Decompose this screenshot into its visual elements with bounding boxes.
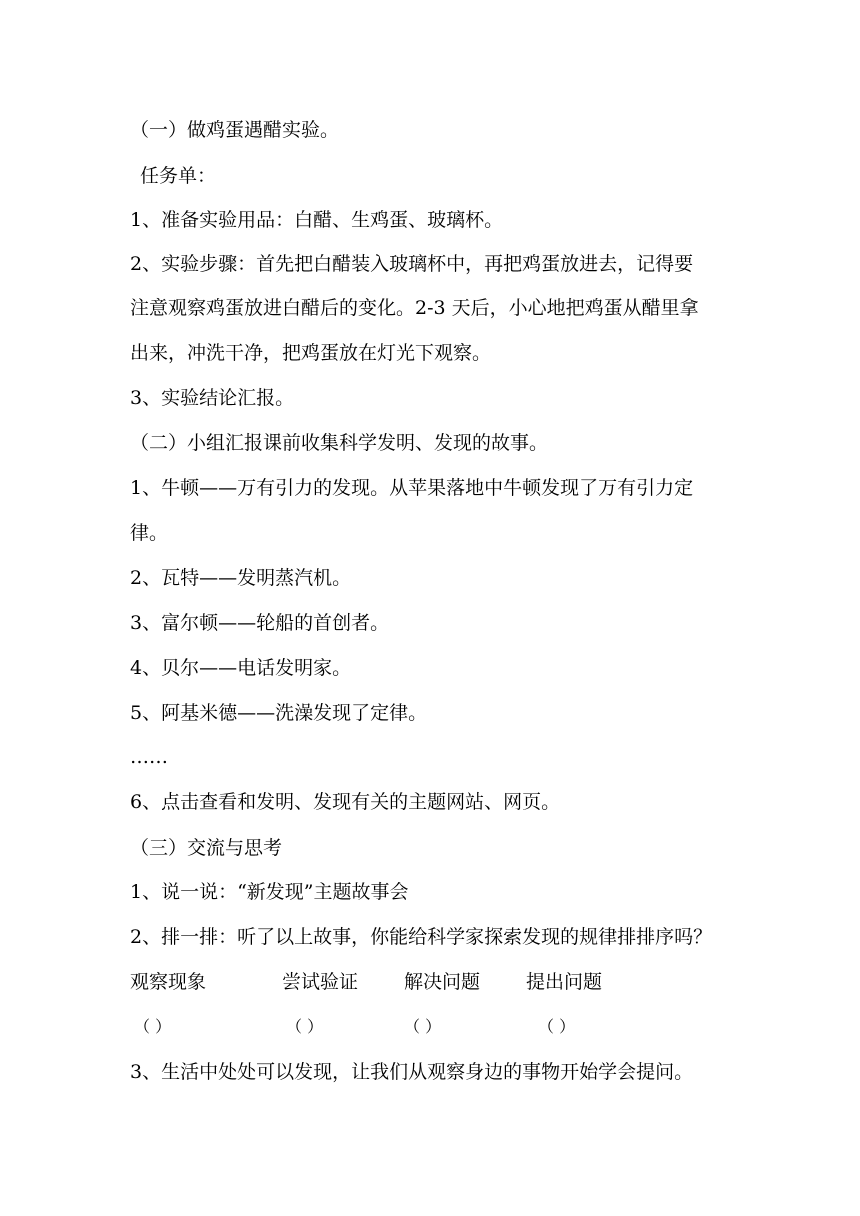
section1-item: 注意观察鸡蛋放进白醋后的变化。2-3 天后，小心地把鸡蛋从醋里拿 <box>130 297 699 319</box>
section2-item: 1、牛顿——万有引力的发现。从苹果落地中牛顿发现了万有引力定 <box>130 477 694 499</box>
order-blank: （ ） <box>404 1017 442 1036</box>
order-word: 尝试验证 <box>282 971 359 993</box>
section3-item: 1、说一说：“新发现”主题故事会 <box>130 881 409 903</box>
section2-item: 3、富尔顿——轮船的首创者。 <box>130 612 390 634</box>
section2-item: 2、瓦特——发明蒸汽机。 <box>130 567 352 589</box>
section1-item: 出来，冲洗干净，把鸡蛋放在灯光下观察。 <box>130 342 492 364</box>
order-blank: （ ） <box>134 1017 172 1036</box>
order-word: 提出问题 <box>526 971 603 993</box>
section2-item: 6、点击查看和发明、发现有关的主题网站、网页。 <box>130 791 561 813</box>
section3-item: 2、排一排：听了以上故事，你能给科学家探索发现的规律排排序吗？ <box>130 926 713 948</box>
order-word: 观察现象 <box>130 971 207 993</box>
order-blank: （ ） <box>286 1017 324 1036</box>
section2-item: 律。 <box>130 522 169 544</box>
section3-heading: （三）交流与思考 <box>130 837 283 859</box>
order-blank: （ ） <box>538 1017 576 1036</box>
section1-item: 2、实验步骤：首先把白醋装入玻璃杯中，再把鸡蛋放进去，记得要 <box>130 253 694 275</box>
section1-item: 3、实验结论汇报。 <box>130 387 295 409</box>
order-word: 解决问题 <box>404 971 481 993</box>
section2-item: 4、贝尔——电话发明家。 <box>130 657 352 679</box>
section1-item: 1、准备实验用品：白醋、生鸡蛋、玻璃杯。 <box>130 209 504 231</box>
ellipsis: …… <box>130 746 168 768</box>
section2-heading: （二）小组汇报课前收集科学发明、发现的故事。 <box>130 432 549 454</box>
section1-heading: （一）做鸡蛋遇醋实验。 <box>130 119 340 141</box>
task-list-label: 任务单： <box>140 165 217 187</box>
section2-item: 5、阿基米德——洗澡发现了定律。 <box>130 702 428 724</box>
section3-last-item: 3、生活中处处可以发现，让我们从观察身边的事物开始学会提问。 <box>130 1061 694 1083</box>
